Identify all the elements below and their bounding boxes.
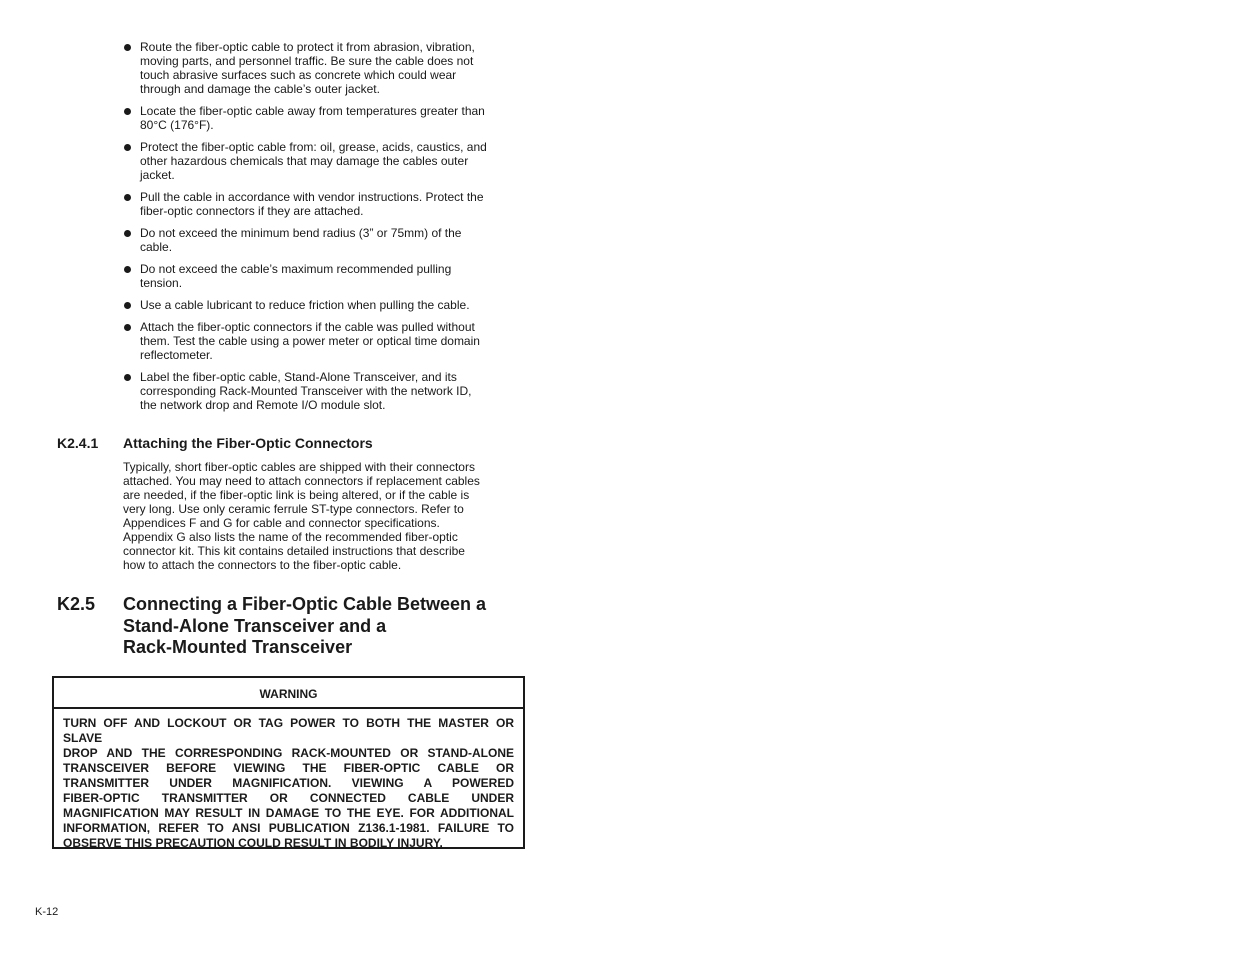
bullet-list — [124, 40, 487, 420]
warning-line: TRANSMITTER UNDER MAGNIFICATION. VIEWING A POWERED — [63, 776, 514, 790]
text-line: them. Test the cable using a power meter or optical time domain — [140, 334, 480, 348]
warning-line: FIBER-OPTIC TRANSMITTER OR CONNECTED CABLE UNDER — [63, 791, 514, 805]
text-line: Use a cable lubricant to reduce friction when pulling the cable. — [140, 298, 470, 312]
text-line: jacket. — [140, 168, 175, 182]
text-line: Protect the fiber-optic cable from: oil, grease, acids, caustics, and — [140, 140, 487, 154]
text-line: Appendices F and G for cable and connector specifications. — [123, 516, 440, 530]
warning-line: MAGNIFICATION MAY RESULT IN DAMAGE TO THE EYE. FOR ADDITIONAL — [63, 806, 514, 820]
text-line: are needed, if the fiber-optic link is being altered, or if the cable is — [123, 488, 470, 502]
text-line: Do not exceed the minimum bend radius (3” or 75mm) of the — [140, 226, 462, 240]
bullet-item — [124, 140, 487, 182]
text-line: cable. — [140, 240, 173, 254]
warning-box — [52, 676, 525, 849]
text-line: Appendix G also lists the name of the recommended fiber-optic — [123, 530, 458, 544]
bullet-dot-icon — [124, 44, 131, 51]
bullet-item — [124, 298, 487, 312]
text-line: Typically, short fiber-optic cables are shipped with their connectors — [123, 460, 475, 474]
title-line: Rack-Mounted Transceiver — [123, 637, 353, 657]
warning-line: OBSERVE THIS PRECAUTION COULD RESULT IN BODILY INJURY. — [63, 836, 443, 850]
text-line: corresponding Rack-Mounted Transceiver with the network ID, — [140, 384, 472, 398]
title-line: Stand-Alone Transceiver and a — [123, 615, 387, 636]
warning-heading: WARNING — [54, 678, 523, 709]
bullet-dot-icon — [124, 194, 131, 201]
section-number: K2.4.1 — [57, 435, 99, 451]
bullet-dot-icon — [124, 144, 131, 151]
bullet-item — [124, 320, 487, 362]
text-line: Locate the fiber-optic cable away from temperatures greater than — [140, 104, 485, 118]
text-line: 80°C (176°F). — [140, 118, 214, 132]
page-number: K-12 — [35, 906, 59, 918]
section-title — [123, 594, 486, 659]
bullet-item — [124, 262, 487, 290]
bullet-item — [124, 104, 487, 132]
warning-line: INFORMATION, REFER TO ANSI PUBLICATION Z136.1-1981. FAILURE TO — [63, 821, 514, 835]
text-line: very long. Use only ceramic ferrule ST-type connectors. Refer to — [123, 502, 464, 516]
bullet-dot-icon — [124, 374, 131, 381]
bullet-item — [124, 370, 487, 412]
text-line: reflectometer. — [140, 348, 213, 362]
text-line: touch abrasive surfaces such as concrete which could wear — [140, 68, 457, 82]
text-line: through and damage the cable’s outer jacket. — [140, 82, 380, 96]
text-line: moving parts, and personnel traffic. Be sure the cable does not — [140, 54, 474, 68]
bullet-item — [124, 190, 487, 218]
bullet-item — [124, 40, 487, 96]
section-number: K2.5 — [57, 594, 96, 614]
bullet-item — [124, 226, 487, 254]
bullet-dot-icon — [124, 230, 131, 237]
text-line: attached. You may need to attach connectors if replacement cables — [123, 474, 480, 488]
warning-text — [54, 709, 523, 851]
text-line: Label the fiber-optic cable, Stand-Alone Transceiver, and its — [140, 370, 457, 384]
text-line: tension. — [140, 276, 183, 290]
text-line: Do not exceed the cable’s maximum recommended pulling — [140, 262, 452, 276]
text-line: Pull the cable in accordance with vendor instructions. Protect the — [140, 190, 484, 204]
text-line: the network drop and Remote I/O module slot. — [140, 398, 386, 412]
text-line: other hazardous chemicals that may damage the cables outer — [140, 154, 469, 168]
bullet-dot-icon — [124, 108, 131, 115]
warning-line: DROP AND THE CORRESPONDING RACK-MOUNTED OR STAND-ALONE — [63, 746, 514, 760]
warning-line: TRANSCEIVER BEFORE VIEWING THE FIBER-OPTIC CABLE OR — [63, 761, 514, 775]
bullet-dot-icon — [124, 266, 131, 273]
warning-line: TURN OFF AND LOCKOUT OR TAG POWER TO BOTH THE MASTER OR SLAVE — [63, 716, 514, 745]
text-line: Route the fiber-optic cable to protect it from abrasion, vibration, — [140, 40, 475, 54]
text-line: fiber-optic connectors if they are attached. — [140, 204, 364, 218]
text-line: Attach the fiber-optic connectors if the cable was pulled without — [140, 320, 475, 334]
text-line: how to attach the connectors to the fiber-optic cable. — [123, 558, 402, 572]
section-title: Attaching the Fiber-Optic Connectors — [123, 435, 373, 451]
bullet-dot-icon — [124, 302, 131, 309]
section-paragraph — [123, 460, 480, 572]
title-line: Connecting a Fiber-Optic Cable Between a — [123, 594, 487, 614]
bullet-dot-icon — [124, 324, 131, 331]
text-line: connector kit. This kit contains detailed instructions that describe — [123, 544, 465, 558]
